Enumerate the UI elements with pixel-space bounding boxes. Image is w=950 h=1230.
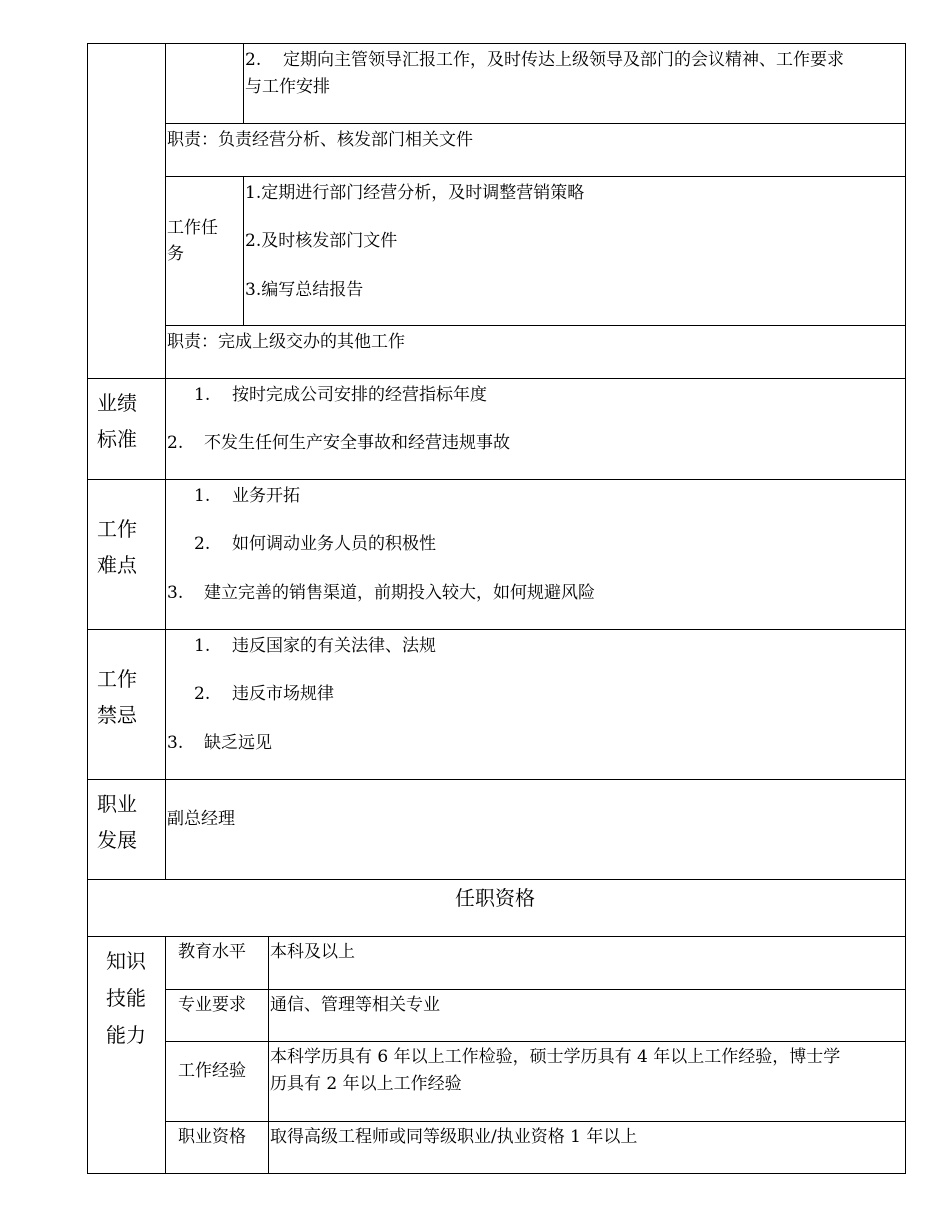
- row-line-2: [165, 176, 906, 177]
- qual-row-value: 历具有 2 年以上工作经验: [270, 1074, 462, 1094]
- task-item: 1.定期进行部门经营分析，及时调整营销策略: [245, 183, 585, 203]
- row-line-6: [87, 629, 906, 630]
- qual-row-value: 通信、管理等相关专业: [270, 995, 440, 1015]
- difficulty-item-text: 业务开拓: [232, 486, 300, 506]
- duty-2-text: 职责：负责经营分析、核发部门相关文件: [167, 130, 473, 150]
- qual-label-line1: 知识: [106, 949, 146, 973]
- qual-label-column-divider: [165, 937, 166, 1174]
- qual-row-label: 教育水平: [178, 942, 246, 962]
- item-2-prefix: 2.: [245, 50, 262, 70]
- qual-row-label: 专业要求: [178, 995, 246, 1015]
- item-2-text-line1: 定期向主管领导汇报工作，及时传达上级领导及部门的会议精神、工作要求: [283, 50, 844, 70]
- task-label-line1: 工作任: [167, 218, 218, 238]
- row-line-3: [165, 325, 906, 326]
- row-line-8: [87, 879, 906, 880]
- prohibition-item-num: 3.: [167, 733, 184, 753]
- difficulties-label-line2: 难点: [97, 553, 137, 577]
- row-line-1: [165, 123, 906, 124]
- difficulty-item-num: 1.: [194, 486, 211, 506]
- career-label-line1: 职业: [97, 792, 137, 816]
- prohibition-item-text: 违反市场规律: [232, 684, 334, 704]
- prohibition-item-text: 违反国家的有关法律、法规: [232, 636, 436, 656]
- task-item: 2.及时核发部门文件: [245, 231, 398, 251]
- table-border-bottom: [87, 1173, 906, 1174]
- qual-label-line2: 技能: [106, 986, 146, 1010]
- performance-item-text: 不发生任何生产安全事故和经营违规事故: [204, 433, 510, 453]
- prohibition-item-text: 缺乏远见: [204, 733, 272, 753]
- performance-label-line2: 标准: [97, 427, 137, 451]
- qual-row-value: 取得高级工程师或同等级职业/执业资格 1 年以上: [270, 1127, 638, 1147]
- difficulty-item-text: 建立完善的销售渠道，前期投入较大，如何规避风险: [204, 583, 595, 603]
- prohibition-item-num: 1.: [194, 636, 211, 656]
- prohibitions-label-line2: 禁忌: [97, 703, 137, 727]
- career-value: 副总经理: [167, 809, 235, 829]
- table-border-right: [905, 43, 906, 1174]
- qualifications-title: 任职资格: [455, 886, 535, 910]
- row-line-7: [87, 779, 906, 780]
- duty-3-text: 职责：完成上级交办的其他工作: [167, 332, 405, 352]
- qual-row-label: 职业资格: [178, 1127, 246, 1147]
- performance-label-line1: 业绩: [97, 391, 137, 415]
- table-border-left: [87, 43, 88, 1174]
- qual-label-line3: 能力: [106, 1023, 146, 1047]
- difficulties-label-line1: 工作: [97, 517, 137, 541]
- career-label-line2: 发展: [97, 828, 137, 852]
- task-label-line2: 务: [167, 244, 184, 264]
- table-border-top: [87, 43, 906, 44]
- difficulty-item-text: 如何调动业务人员的积极性: [232, 534, 436, 554]
- qual-row-line-2: [165, 1041, 906, 1042]
- qual-row-line-3: [165, 1121, 906, 1122]
- row-line-9: [87, 936, 906, 937]
- qual-row-value: 本科学历具有 6 年以上工作检验，硕士学历具有 4 年以上工作经验，博士学: [270, 1047, 841, 1067]
- item-2-text-line2: 与工作安排: [245, 77, 330, 97]
- difficulty-item-num: 3.: [167, 583, 184, 603]
- prohibitions-label-line1: 工作: [97, 667, 137, 691]
- performance-item-text: 按时完成公司安排的经营指标年度: [232, 385, 487, 405]
- performance-item-num: 1.: [194, 385, 211, 405]
- performance-item-num: 2.: [167, 433, 184, 453]
- qual-row-line-1: [165, 989, 906, 990]
- difficulty-item-num: 2.: [194, 534, 211, 554]
- prohibition-item-num: 2.: [194, 684, 211, 704]
- qual-row-value: 本科及以上: [270, 942, 355, 962]
- task-item: 3.编写总结报告: [245, 280, 364, 300]
- row-line-4: [87, 378, 906, 379]
- qual-row-label: 工作经验: [178, 1061, 246, 1081]
- row-line-5: [87, 479, 906, 480]
